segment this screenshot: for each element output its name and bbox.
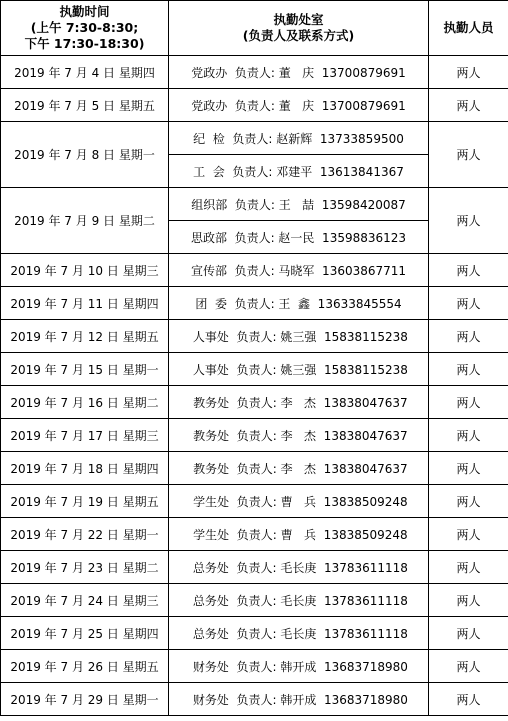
duty-staff-cell: 两人 xyxy=(429,320,508,353)
table-row xyxy=(1,122,508,155)
duty-date-cell: 2019 年 7 月 16 日 星期二 xyxy=(1,386,169,419)
duty-date-cell: 2019 年 7 月 26 日 星期五 xyxy=(1,650,169,683)
table-row xyxy=(1,89,508,122)
duty-staff-cell: 两人 xyxy=(429,419,508,452)
duty-office-cell xyxy=(169,254,429,287)
duty-office-cell xyxy=(169,56,429,89)
duty-office-cell xyxy=(169,320,429,353)
duty-office-contact: 教务处 负责人: 李 杰 13838047637 xyxy=(189,461,408,476)
duty-office-cell xyxy=(169,353,429,386)
duty-date-cell: 2019 年 7 月 29 日 星期一 xyxy=(1,683,169,716)
duty-office-cell xyxy=(169,584,429,617)
duty-staff-cell: 两人 xyxy=(429,188,508,254)
duty-office-cell xyxy=(169,518,429,551)
duty-staff-cell: 两人 xyxy=(429,353,508,386)
table-row xyxy=(1,452,508,485)
table-row xyxy=(1,353,508,386)
duty-office-cell xyxy=(169,419,429,452)
duty-office-contact: 党政办 负责人: 董 庆 13700879691 xyxy=(191,65,406,80)
duty-date-cell: 2019 年 7 月 24 日 星期三 xyxy=(1,584,169,617)
duty-date-cell: 2019 年 7 月 8 日 星期一 xyxy=(1,122,169,188)
duty-office-contact: 学生处 负责人: 曹 兵 13838509248 xyxy=(189,494,408,509)
duty-office-contact: 教务处 负责人: 李 杰 13838047637 xyxy=(189,395,408,410)
duty-office-contact: 团 委 负责人: 王 鑫 13633845554 xyxy=(195,296,402,311)
duty-office-contact: 思政部 负责人: 赵一民 13598836123 xyxy=(190,230,407,245)
table-row xyxy=(1,650,508,683)
duty-date-cell: 2019 年 7 月 10 日 星期三 xyxy=(1,254,169,287)
duty-staff-cell: 两人 xyxy=(429,56,508,89)
duty-date-cell: 2019 年 7 月 12 日 星期五 xyxy=(1,320,169,353)
duty-office-contact: 财务处 负责人: 韩开成 13683718980 xyxy=(189,659,408,674)
header-duty-time-afternoon: 下午 17:30-18:30) xyxy=(24,36,145,51)
duty-office-cell xyxy=(169,287,429,320)
table-row xyxy=(1,188,508,221)
table-row xyxy=(1,386,508,419)
duty-date-cell: 2019 年 7 月 22 日 星期一 xyxy=(1,518,169,551)
duty-date-cell: 2019 年 7 月 11 日 星期四 xyxy=(1,287,169,320)
duty-office-cell xyxy=(169,386,429,419)
duty-office-contact: 教务处 负责人: 李 杰 13838047637 xyxy=(189,428,408,443)
duty-staff-cell: 两人 xyxy=(429,617,508,650)
duty-office-contact: 学生处 负责人: 曹 兵 13838509248 xyxy=(189,527,408,542)
duty-date-cell: 2019 年 7 月 19 日 星期五 xyxy=(1,485,169,518)
duty-date-cell: 2019 年 7 月 25 日 星期四 xyxy=(1,617,169,650)
duty-office-contact: 总务处 负责人: 毛长庚 13783611118 xyxy=(189,560,408,575)
table-header-row xyxy=(1,1,508,56)
duty-office-contact: 人事处 负责人: 姚三强 15838115238 xyxy=(189,329,408,344)
duty-office-cell xyxy=(169,452,429,485)
duty-staff-cell: 两人 xyxy=(429,518,508,551)
duty-office-contact: 财务处 负责人: 韩开成 13683718980 xyxy=(189,692,408,707)
table-row xyxy=(1,56,508,89)
duty-office-cell xyxy=(169,683,429,716)
table-row xyxy=(1,287,508,320)
table-body xyxy=(1,56,508,716)
duty-date-cell: 2019 年 7 月 4 日 星期四 xyxy=(1,56,169,89)
duty-staff-cell: 两人 xyxy=(429,551,508,584)
duty-staff-cell: 两人 xyxy=(429,89,508,122)
duty-office-contact: 组织部 负责人: 王 喆 13598420087 xyxy=(191,197,406,212)
header-duty-office xyxy=(169,1,429,56)
duty-staff-cell: 两人 xyxy=(429,584,508,617)
duty-office-contact: 总务处 负责人: 毛长庚 13783611118 xyxy=(189,593,408,608)
header-duty-office-title: 执勤处室 xyxy=(273,12,324,27)
duty-staff-cell: 两人 xyxy=(429,485,508,518)
duty-office-contact: 党政办 负责人: 董 庆 13700879691 xyxy=(191,98,406,113)
duty-date-cell: 2019 年 7 月 15 日 星期一 xyxy=(1,353,169,386)
duty-office-cell xyxy=(169,551,429,584)
duty-office-cell xyxy=(169,221,429,254)
duty-staff-cell: 两人 xyxy=(429,683,508,716)
duty-office-contact: 总务处 负责人: 毛长庚 13783611118 xyxy=(189,626,408,641)
duty-office-contact: 纪 检 负责人: 赵新辉 13733859500 xyxy=(193,131,404,146)
table-row xyxy=(1,254,508,287)
duty-staff-cell: 两人 xyxy=(429,650,508,683)
duty-office-contact: 宣传部 负责人: 马晓军 13603867711 xyxy=(190,263,407,278)
header-duty-time xyxy=(1,1,169,56)
duty-date-cell: 2019 年 7 月 18 日 星期四 xyxy=(1,452,169,485)
table-row xyxy=(1,485,508,518)
duty-date-cell: 2019 年 7 月 5 日 星期五 xyxy=(1,89,169,122)
header-duty-staff: 执勤人员 xyxy=(429,1,508,56)
duty-office-contact: 工 会 负责人: 邓建平 13613841367 xyxy=(193,164,404,179)
duty-office-cell xyxy=(169,485,429,518)
duty-date-cell: 2019 年 7 月 23 日 星期二 xyxy=(1,551,169,584)
duty-staff-cell: 两人 xyxy=(429,452,508,485)
duty-office-cell xyxy=(169,617,429,650)
duty-staff-cell: 两人 xyxy=(429,254,508,287)
table-row xyxy=(1,617,508,650)
duty-office-cell xyxy=(169,89,429,122)
table-row xyxy=(1,683,508,716)
table-row xyxy=(1,584,508,617)
header-duty-office-note: (负责人及联系方式) xyxy=(242,28,355,43)
table-row xyxy=(1,518,508,551)
table-row xyxy=(1,419,508,452)
duty-staff-cell: 两人 xyxy=(429,122,508,188)
duty-office-cell xyxy=(169,188,429,221)
duty-office-cell xyxy=(169,155,429,188)
header-duty-time-morning: (上午 7:30-8:30; xyxy=(30,20,139,35)
duty-date-cell: 2019 年 7 月 9 日 星期二 xyxy=(1,188,169,254)
duty-staff-cell: 两人 xyxy=(429,386,508,419)
header-duty-time-title: 执勤时间 xyxy=(59,4,110,19)
duty-date-cell: 2019 年 7 月 17 日 星期三 xyxy=(1,419,169,452)
duty-office-cell xyxy=(169,650,429,683)
duty-office-cell xyxy=(169,122,429,155)
duty-office-contact: 人事处 负责人: 姚三强 15838115238 xyxy=(189,362,408,377)
duty-staff-cell: 两人 xyxy=(429,287,508,320)
table-row xyxy=(1,551,508,584)
table-row xyxy=(1,320,508,353)
